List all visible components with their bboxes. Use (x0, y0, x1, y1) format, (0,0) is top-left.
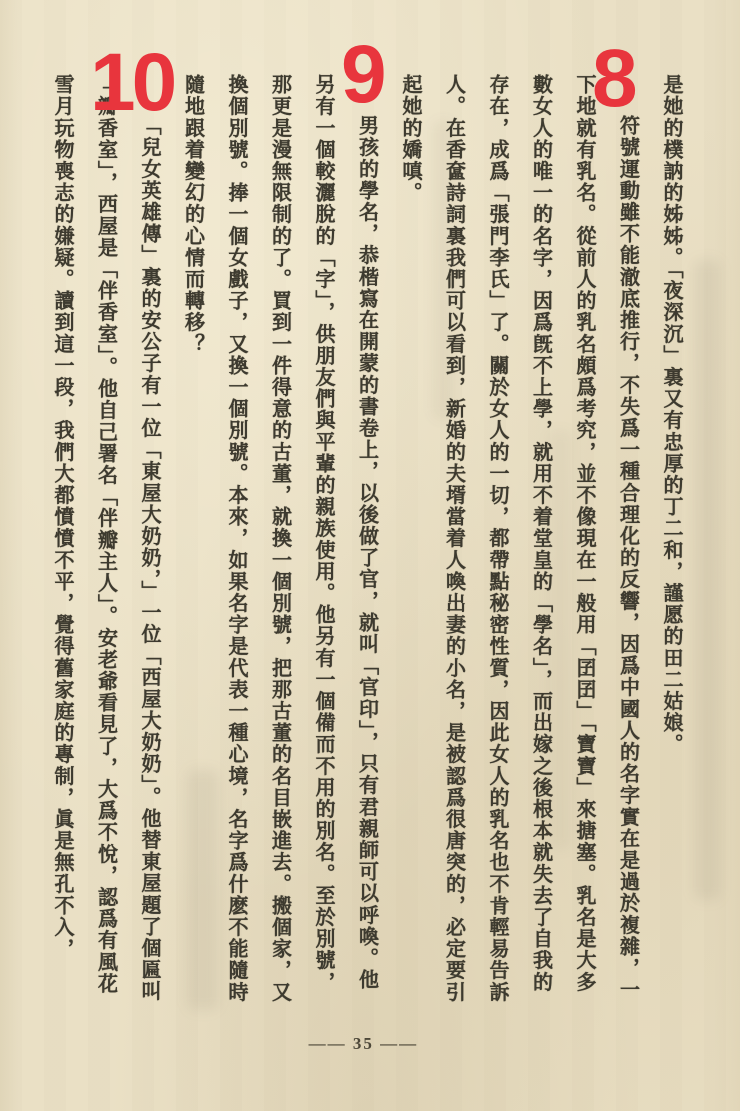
paragraph-excerpt-10: 「兒女英雄傳」裏的安公子有一位「東屋大奶奶，」一位「西屋大奶奶」。他替東屋題了個匾叫「瓣香室」，西屋是「伴香室」。他自己署名「伴瓣主人」。安老爺看見了，大爲不悅，認爲有風花雪月玩物喪志的嫌疑。讀到這一段，我們大都憤憤不平，覺得舊家庭的專制，眞是無孔不入， (51, 74, 160, 1003)
ink-bleed-through-artifact (694, 260, 720, 900)
paragraph-continuation: 是她的樸訥的姊姊。「夜深沉」裏又有忠厚的丁二和，謹愿的田二姑娘。 (660, 74, 682, 756)
paragraph-excerpt-8: 符號運動雖不能澈底推行，不失爲一種合理化的反響，因爲中國人的名字實在是過於複雜，一下地就有乳名。從前人的乳名頗爲考究，並不像現在一般用「囝囝」「寶寶」來搪塞。乳名是大多數女人的唯一的名字，因爲旣不上學，就用不着堂皇的「學名」，而出嫁之後根本就失去了自我的存在，成爲「張門李氏」了。關於女人的一切，都帶點秘密性質，因此女人的乳名也不肯輕易告訴人。在香奩詩詞裏我們可以看到，新婚的夫壻當着人喚出妻的小名，是被認爲很唐突的，必定要引起她的嬌嗔。 (399, 74, 639, 1003)
page-number-footer: —— 35 —— (308, 1034, 419, 1053)
red-annotation-number-8: 8 (592, 33, 634, 124)
red-annotation-number-10: 10 (90, 37, 174, 128)
vertical-text-block (40, 74, 693, 1008)
paragraph-excerpt-9: 男孩的學名，恭楷寫在開蒙的書卷上，以後做了官，就叫「官印」，只有君親師可以呼喚。他另有一個較灑脫的「字」，供朋友們與平輩的親族使用。他另有一個備而不用的別名。至於別號，那更是漫無限制的了。買到一件得意的古董，就換一個別號，把那古董的名目嵌進去。搬個家，又換個別號。捧一個女戲子，又換一個別號。本來，如果名字是代表一種心境，名字爲什麽不能隨時隨地跟着變幻的心情而轉移？ (181, 74, 378, 1003)
red-annotation-number-9: 9 (341, 29, 383, 120)
